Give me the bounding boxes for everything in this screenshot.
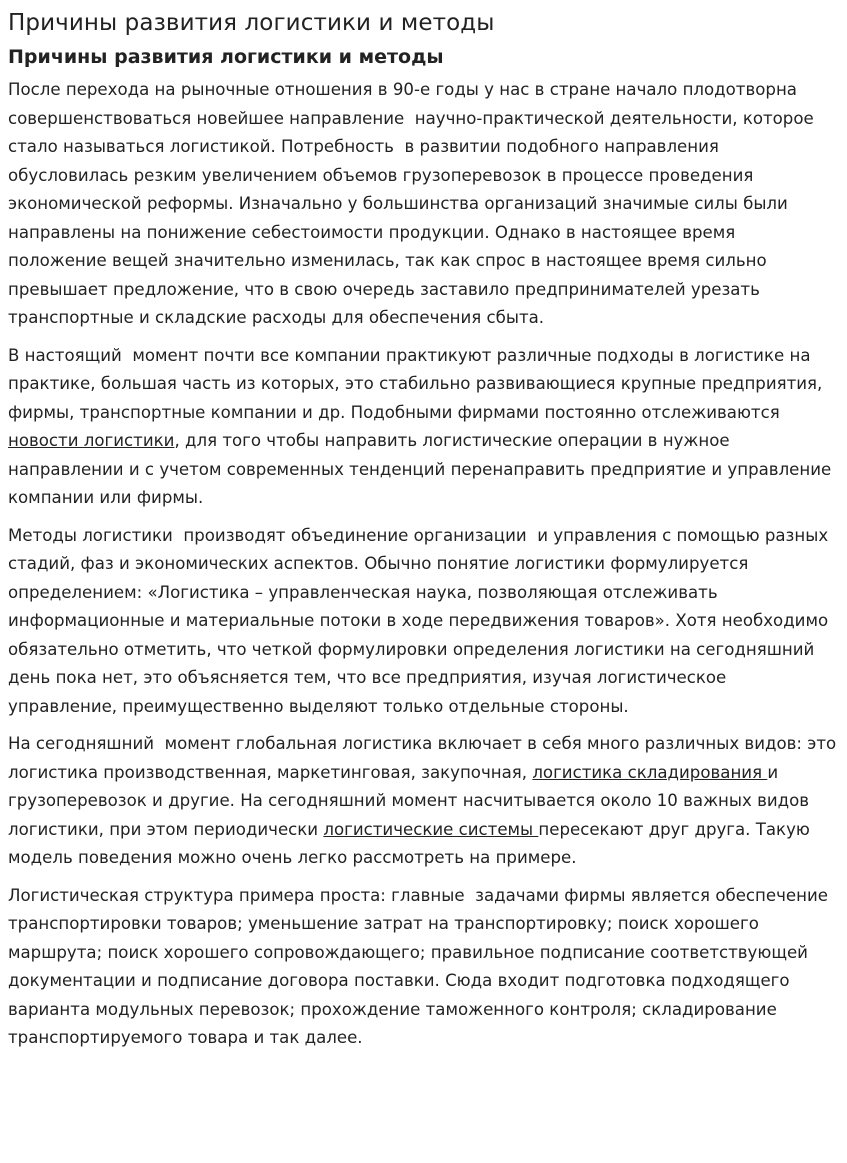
paragraph-1: После перехода на рыночные отношения в 90-е годы у нас в стране начало плодотворна совершенствоваться новейшее направление научно-практической деятельности, которое стало называться логистикой. Потребность в развитии подобного направления обусловилась резким увеличением объемов грузоперевозок в процессе проведения экономической реформы. Изначально у большинства организаций значимые силы были направлены на понижение себестоимости продукции. Однако в настоящее время положение вещей значительно изменилась, так как спрос в настоящее время сильно превышает предложение, что в свою очередь заставило предпринимателей урезать транспортные и складские расходы для обеспечения сбыта. [8, 80, 825, 327]
paragraph-5: Логистическая структура примера проста: главные задачами фирмы является обеспечение транспортировки товаров; уменьшение затрат на транспортировку; поиск хорошего маршрута; поиск хорошего сопровождающего; правильное подписание соответствующей документации и подписание договора поставки. Сюда входит подготовка подходящего варианта модульных перевозок; прохождение таможенного контроля; складирование транспортируемого товара и так далее. [8, 885, 839, 1047]
page-title: Причины развития логистики и методы [8, 10, 495, 36]
logistics-systems-link[interactable]: логистические системы [323, 819, 539, 839]
paragraph-2 [8, 342, 839, 513]
logistics-news-link[interactable]: новости логистики [8, 431, 175, 450]
paragraph-4 [8, 730, 842, 873]
paragraph-2-text-start: В настоящий момент почти все компании практикуют различные подходы в логистике на практике, большая часть из которых, это стабильно развивающиеся крупные предприятия, фирмы, транспортные компании и др. Подобными фирмами постоянно отслеживаются [8, 345, 828, 422]
article-heading: Причины развития логистики и методы [8, 46, 444, 68]
paragraph-3: Методы логистики производят объединение организации и управления с помощью разных стадий, фаз и экономических аспектов. Обычно понятие логистики формулируется определением: «Логистика – управленческая наука, позволяющая отслеживать информационные и материальные потоки в ходе передвижения товаров». Хотя необходимо обязательно отметить, что четкой формулировки определения логистики на сегодняшний день пока нет, это объясняется тем, что все предприятия, изучая логистическое управление, преимущественно выделяют только отдельные стороны. [8, 525, 834, 716]
paragraph-4-text-middle: и грузоперевозок и другие. На сегодняшний момент насчитывается около 10 важных видов логистики, при этом периодически [8, 762, 815, 839]
paragraph-2-text-end: , для того чтобы направить логистические операции в нужное направлении и с учетом современных тенденций перенаправить предприятие и управление компании или фирмы. [8, 431, 837, 507]
paragraph-4-text-end: пересекают друг друга. Такую модель поведения можно очень легко рассмотреть на примере. [8, 819, 816, 867]
warehouse-logistics-link[interactable]: логистика складирования [532, 762, 768, 782]
paragraph-4-text-start: На сегодняшний момент глобальная логистика включает в себя много различных видов: это логистика производственная, маркетинговая, закупочная, [8, 734, 842, 782]
